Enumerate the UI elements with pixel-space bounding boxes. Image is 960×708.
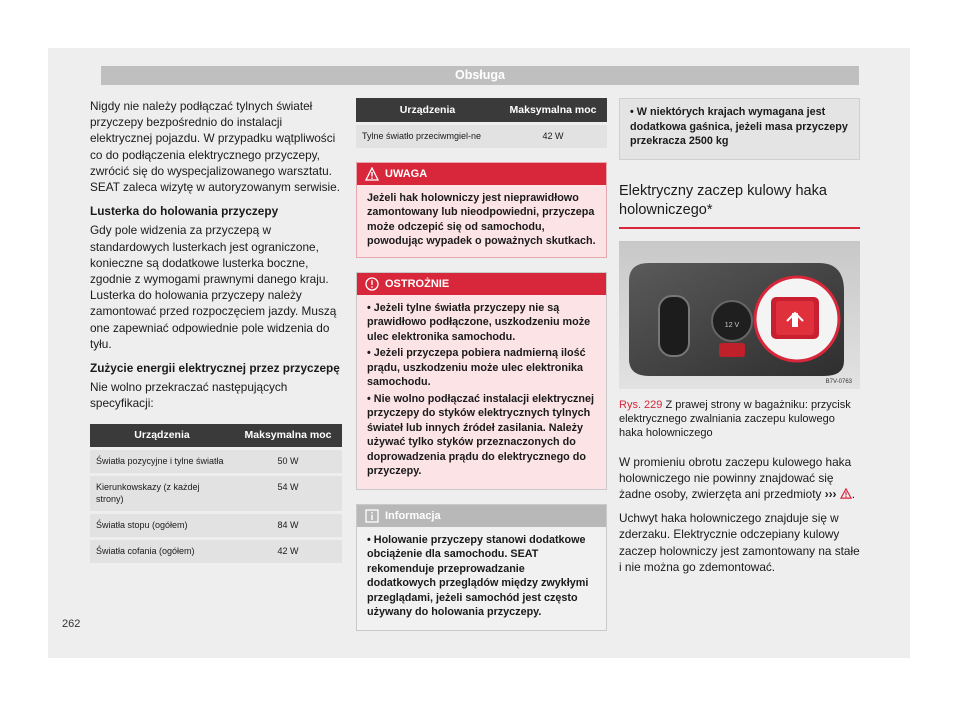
info-item: • Holowanie przyczepy stanowi dodatkowe obciążenie dla samochodu. SEAT rekomenduje przeprowadzanie dodatkowych przeglądów między zwykłymi przeglądami, jeżeli samochód jest często używany do holowania przyczepy. <box>367 533 589 618</box>
cross-reference-arrows[interactable]: ››› <box>824 486 837 501</box>
table-header-power: Maksymalna moc <box>234 424 342 449</box>
table-row <box>90 513 342 539</box>
table-cell-power: 50 W <box>234 449 342 475</box>
table-cell-device: Światła pozycyjne i tylne światła <box>90 449 234 475</box>
column-left <box>90 98 342 563</box>
energy-heading: Zużycie energii elektrycznej przez przyczepę <box>90 361 340 376</box>
body-paragraph-1: W promieniu obrotu zaczepu kulowego haka holowniczego nie powinny znajdować się żadne osoby, zwierzęta ani przedmioty ››› . <box>619 454 856 501</box>
power-spec-table <box>90 424 342 564</box>
caution-title: OSTROŻNIE <box>385 277 450 290</box>
table-header-power: Maksymalna moc <box>499 98 607 123</box>
column-right <box>619 98 860 575</box>
caution-item: • Jeżeli przyczepa pobiera nadmierną ilość prądu, uszkodzeniu może ulec elektronika samochodu. <box>367 347 586 388</box>
figure-caption <box>619 398 860 440</box>
table-row <box>90 475 342 513</box>
table-header-devices: Urządzenia <box>356 98 499 123</box>
warning-box <box>356 162 607 258</box>
note-box <box>619 98 860 160</box>
table-cell-device: Światła cofania (ogółem) <box>90 539 234 564</box>
page-number: 262 <box>62 618 81 630</box>
table-row <box>90 539 342 564</box>
warning-triangle-icon <box>840 488 852 499</box>
power-spec-table-continued <box>356 98 607 148</box>
info-icon <box>365 509 379 523</box>
table-header-devices: Urządzenia <box>90 424 234 449</box>
section-title: Elektryczny zaczep kulowy haka holowniczego* <box>619 182 860 229</box>
table-cell-power: 42 W <box>234 539 342 564</box>
page-header: Obsługa <box>101 66 859 85</box>
info-title: Informacja <box>385 509 441 522</box>
mirrors-paragraph: Gdy pole widzenia za przyczepą w standardowych lusterkach jest ograniczone, konieczne są dodatkowe lusterka boczne, zgodnie z wymogami prawnymi danego kraju. Lusterka do holowania przyczepy należy zamontować przed rozpoczęciem jazdy. Muszą one zapewniać odpowiednie pole widzenia do tyłu. <box>90 223 337 351</box>
caution-item: • Nie wolno podłączać instalacji elektrycznej przyczepy do styków elektrycznych tylnych świateł lub innych źródeł zasilania. Należy używać tylko styków przeznaczonych do doprowadzenia prądu do elektrycznego do przyczepy. <box>367 392 594 477</box>
figure-code: B7V-0763 <box>825 378 852 385</box>
table-cell-power: 54 W <box>234 475 342 513</box>
trunk-panel-illustration <box>619 241 860 389</box>
socket-label: 12 V <box>724 321 740 329</box>
table-cell-device: Światła stopu (ogółem) <box>90 513 234 539</box>
figure-caption-text: Z prawej strony w bagażniku: przycisk elektrycznego zwalniania zaczepu kulowego haka holowniczego <box>619 398 851 439</box>
figure-tow-hook-button <box>619 241 860 389</box>
table-row <box>90 449 342 475</box>
caution-box <box>356 272 607 490</box>
intro-paragraph: Nigdy nie należy podłączać tylnych świateł przyczepy bezpośrednio do instalacji elektrycznej pojazdu. W przypadku wątpliwości co do podłączenia elektrycznego przyczepy, zwrócić się do wyspecjalizowanego warsztatu. SEAT zaleca wizytę w autoryzowanym serwisie. <box>90 99 341 195</box>
table-cell-power: 42 W <box>499 123 607 148</box>
table-cell-power: 84 W <box>234 513 342 539</box>
mirrors-heading: Lusterka do holowania przyczepy <box>90 204 279 219</box>
table-row <box>356 123 607 148</box>
caution-item: • Jeżeli tylne światła przyczepy nie są prawidłowo podłączone, uszkodzeniu może ulec elektronika samochodu. <box>367 301 591 343</box>
energy-paragraph: Nie wolno przekraczać następujących specyfikacji: <box>90 380 288 411</box>
body-paragraph-2: Uchwyt haka holowniczego znajduje się w zderzaku. Elektrycznie odczepiany kulowy zaczep holowniczy jest zamontowany na stałe i nie można go zdemontować. <box>619 511 860 574</box>
warning-text: Jeżeli hak holowniczy jest nieprawidłowo zamontowany lub nieodpowiedni, przyczepa może odczepić się od samochodu, powodując wypadek o poważnych skutkach. <box>357 185 606 257</box>
note-item: • W niektórych krajach wymagana jest dodatkowa gaśnica, jeżeli masa przyczepy przekracza 2500 kg <box>630 106 848 147</box>
column-middle <box>356 98 607 631</box>
warning-title: UWAGA <box>385 167 428 180</box>
table-cell-device: Kierunkowskazy (z każdej strony) <box>90 475 234 513</box>
table-cell-device: Tylne światło przeciwmgiel-ne <box>356 123 499 148</box>
warning-triangle-icon <box>365 167 379 181</box>
caution-circle-icon <box>365 277 379 291</box>
info-box <box>356 504 607 631</box>
figure-number: Rys. 229 <box>619 398 663 411</box>
